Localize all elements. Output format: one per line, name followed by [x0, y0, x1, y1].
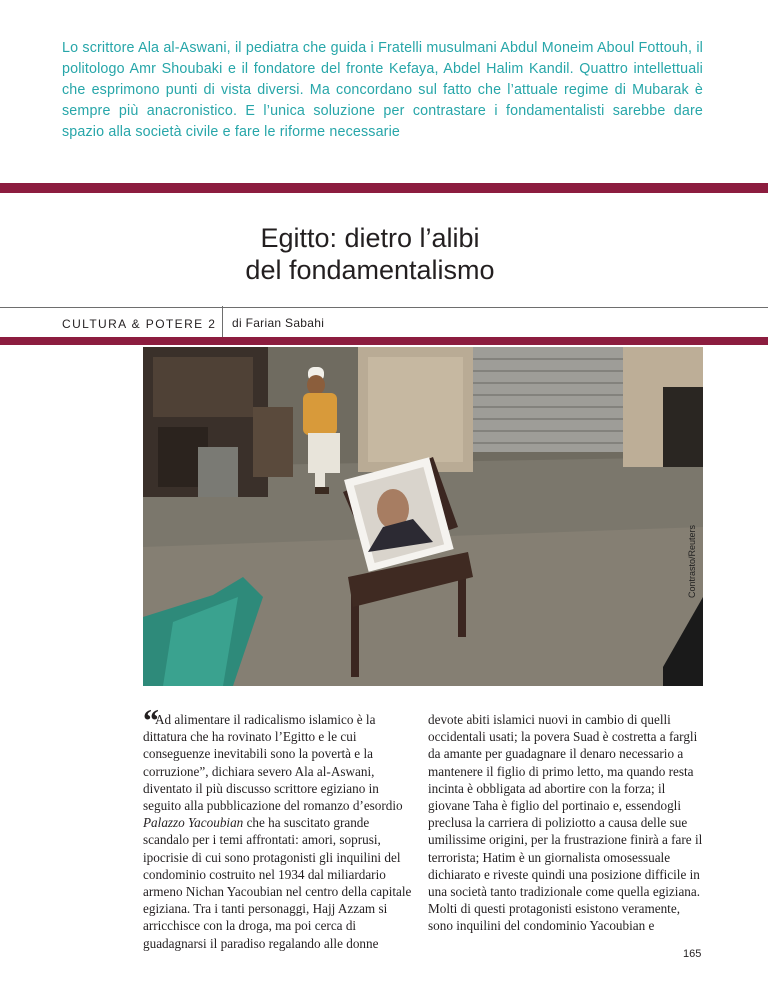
author-byline: di Farian Sabahi [232, 316, 325, 330]
top-band [0, 183, 768, 193]
article-title-line-2: del fondamentalismo [245, 255, 495, 285]
body-column-1 [143, 711, 413, 952]
photo-credit: Contrasto/Reuters [687, 524, 697, 598]
section-divider-right [222, 307, 768, 308]
section-label: CULTURA & POTERE 2 [62, 317, 217, 331]
body-column-2 [428, 711, 704, 935]
col2-paragraph-1: devote abiti islamici nuovi in cambio di quelli occidentali usati; la povera Suad è costretta a fargli da amante per guadagnare il denaro necessario a mantenere il figlio di primo letto, ma quando resta incinta è obbligata ad abortire con la forza; il giovane Taha è figlio del portinaio e, essendogli preclusa la carriera di poliziotto a causa delle sue umilissime origini, per la frustrazione finirà a fare il terrorista; Hatim è un giornalista omosessuale dichiarato e riveste quindi una posizione difficile in una società tanto tradizionale come quella egiziana. [428, 712, 703, 900]
col1-text-a: Ad alimentare il radicalismo islamico è la dittatura che ha rovinato l’Egitto e le cui conseguenze inevitabili sono la povertà e la corruzione”, dichiara severo Ala al-Aswani, diventato il più discusso scrittore egiziano in seguito alla pubblicazione del romanzo d’esordio [143, 712, 403, 814]
book-title: Palazzo Yacoubian [143, 815, 244, 831]
bottom-band [0, 337, 768, 345]
section-vertical-divider [222, 306, 223, 338]
col2-paragraph-2: Molti di questi protagonisti esistono veramente, sono inquilini del condominio Yacoubian e [428, 901, 680, 934]
col1-text-b: che ha suscitato grande scandalo per i temi affrontati: amori, soprusi, ipocrisie di cui sono protagonisti gli inquilini del condominio costruito nel 1934 dal miliardario armeno Nichan Yacoubian nel centro della capitale egiziana. Tra i tanti personaggi, Hajj Azzam si arricchisce con la droga, ma poi cerca di guadagnarsi il paradiso regalando alle donne [143, 815, 412, 951]
section-divider-left [0, 307, 222, 308]
opening-quote-mark: “ [143, 702, 159, 738]
page-number: 165 [683, 948, 702, 960]
photo-illustration [143, 347, 703, 686]
article-title-line-1: Egitto: dietro l’alibi [260, 223, 480, 253]
article-photo [143, 347, 703, 686]
intro-paragraph: Lo scrittore Ala al-Aswani, il pediatra che guida i Fratelli musulmani Abdul Moneim Aboul Fottouh, il politologo Amr Shoubaki e il fondatore del fronte Kefaya, Abdel Halim Kandil. Quattro intellettuali che esprimono punti di vista diversi. Ma concordano sul fatto che l’attuale regime di Mubarak è sempre più anacronistico. E l’unica soluzione per contrastare i fondamentalisti sarebbe dare spazio alla società civile e fare le riforme necessarie [62, 40, 703, 140]
